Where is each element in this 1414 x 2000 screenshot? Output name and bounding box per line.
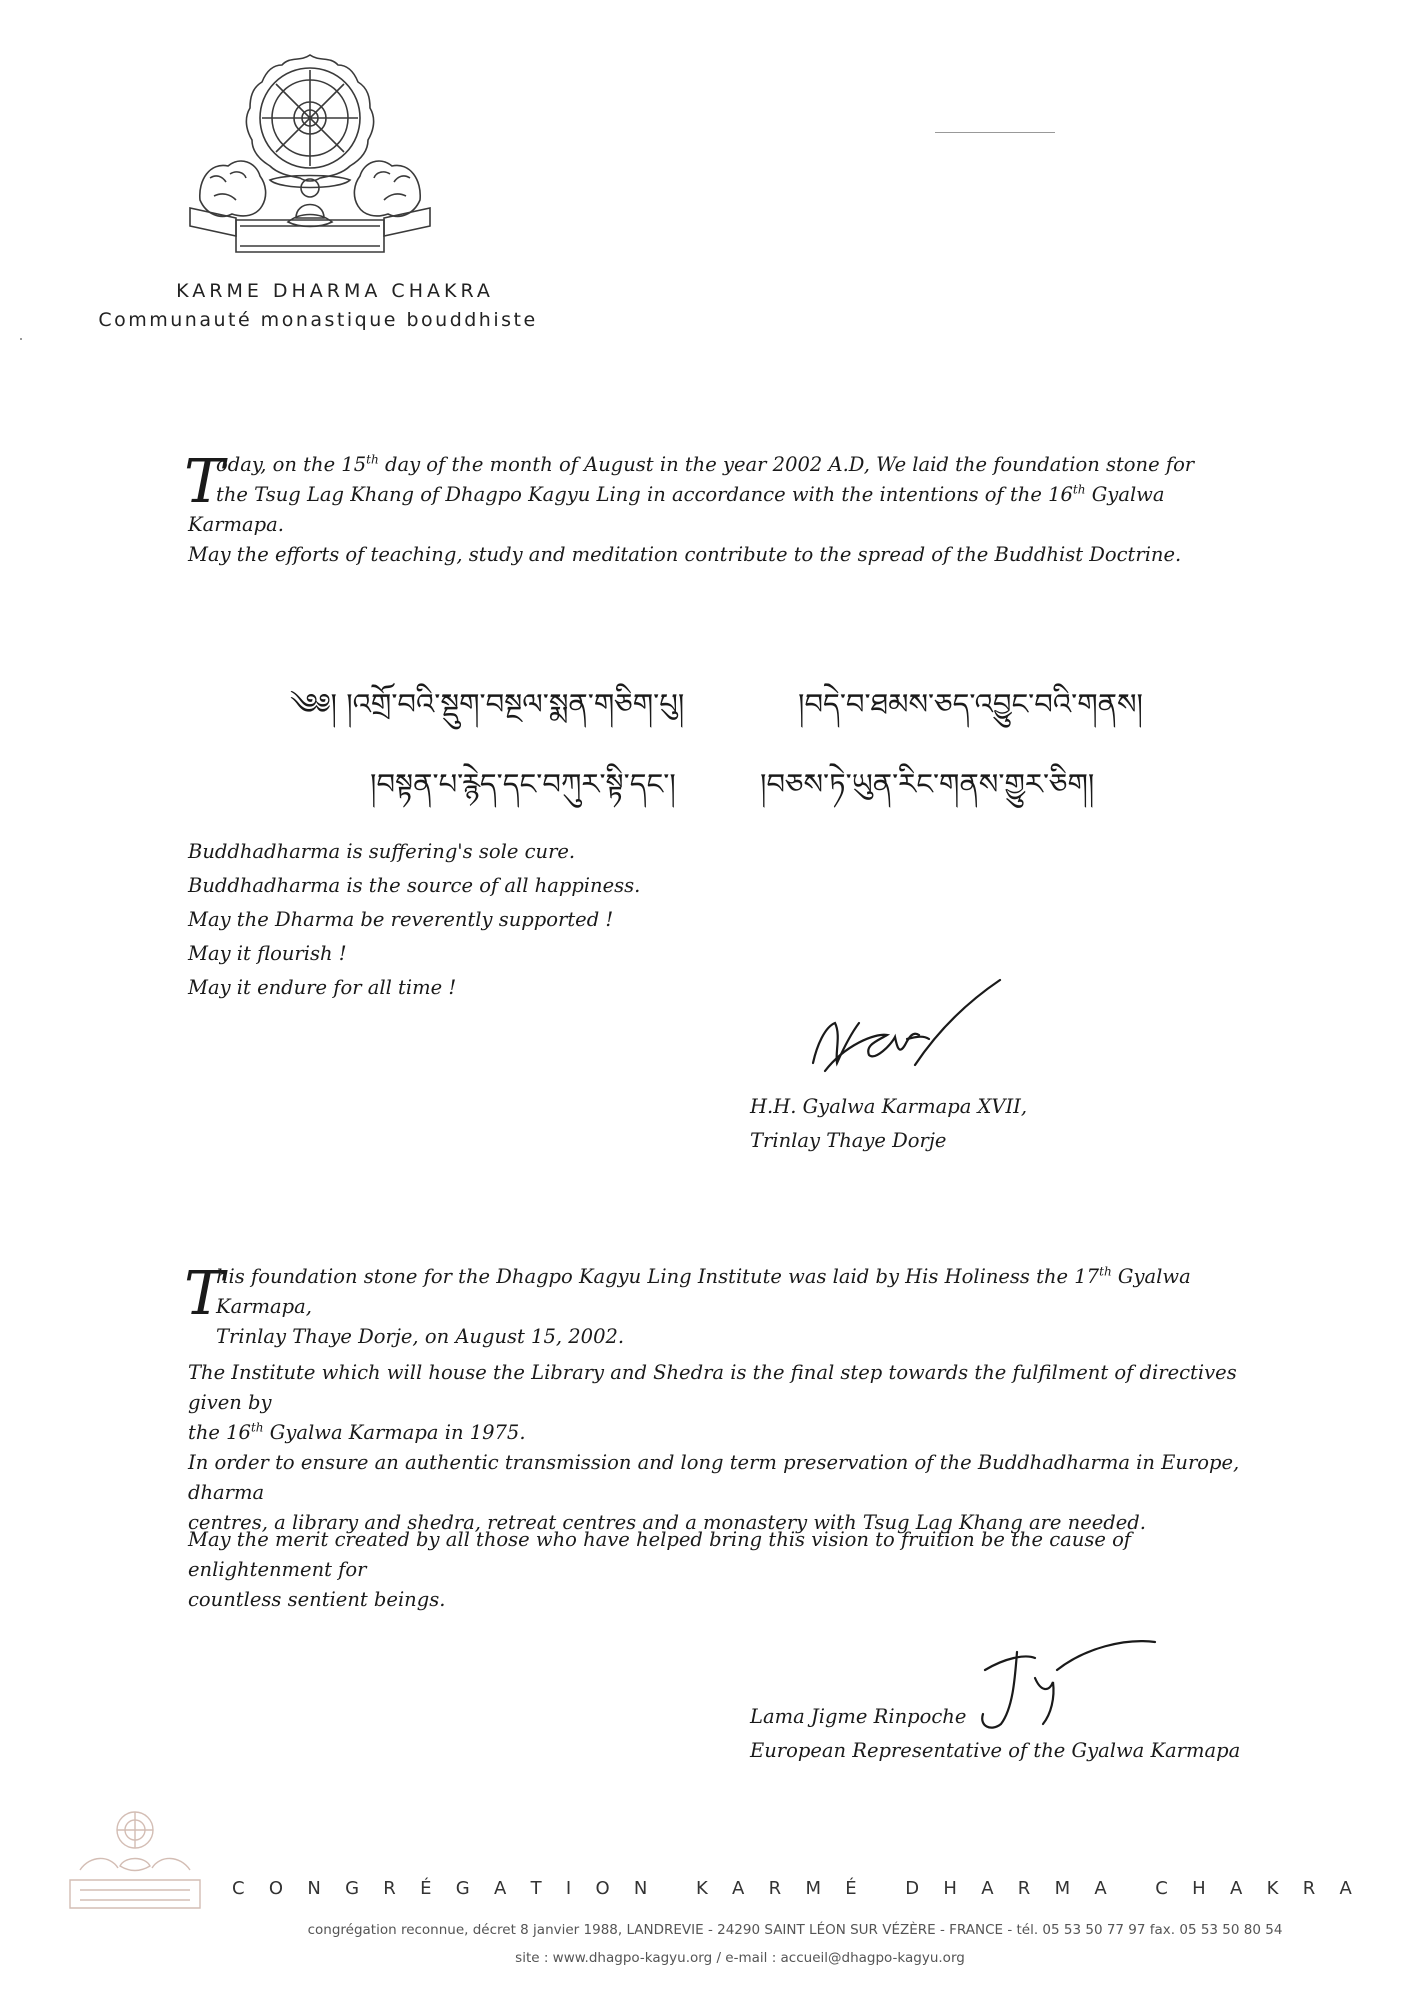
signatory-name: H.H. Gyalwa Karmapa XVII, [750,1095,1028,1118]
footer-letter: A [1094,1878,1107,1899]
footer-letter: O [595,1878,610,1899]
signatory-subname: Trinlay Thaye Dorje [750,1129,947,1152]
text-segment: oday, on the 15 [216,453,367,476]
footer-letter: C [232,1878,245,1899]
dropcap: T [184,447,225,517]
tibetan-line: །བསྟན་པ་རྙེད་དང་བཀུར་སྟི་དང་། [370,767,676,801]
superscript: th [250,1420,264,1435]
verse-line: Buddhadharma is suffering's sole cure. [188,840,576,863]
tibetan-line: ༄༅། །འགྲོ་བའི་སྡུག་བསྔལ་སྨན་གཅིག་པུ། [290,687,685,721]
footer-letter: C [1155,1878,1168,1899]
scan-mark [935,132,1055,133]
org-name: KARME DHARMA CHAKRA [176,280,494,302]
footer-letter: R [768,1878,782,1899]
footer-contact: site : www.dhagpo-kagyu.org / e-mail : accueil@dhagpo-kagyu.org [515,1950,965,1966]
footer-letter: A [493,1878,507,1899]
superscript: th [1099,1264,1112,1279]
verse-block [188,835,640,1005]
text-line: Trinlay Thaye Dorje, on August 15, 2002. [216,1325,625,1348]
footer-letter: M [1054,1878,1071,1899]
footer-letter: N [633,1878,648,1899]
footer-letter: T [530,1878,542,1899]
footer-letter: A [1229,1878,1243,1899]
footer-letter: A [1339,1878,1352,1899]
footer-letter: R [1302,1878,1316,1899]
footer-letter: O [268,1878,284,1899]
footer-letter: I [565,1878,572,1899]
karmapa-name-block [750,1090,1027,1158]
tibetan-line: །བཅས་ཏེ་ཡུན་རིང་གནས་གྱུར་ཅིག། [760,767,1095,801]
footer-letter: R [1017,1878,1031,1899]
text-segment: Gyalwa Karmapa in 1975. [263,1421,526,1444]
text-line [188,450,1268,480]
institute-paragraph [184,1259,1268,1352]
footer-congregation-name [232,1878,1352,1899]
karmapa-signature [795,975,1025,1090]
footer-letter: K [1266,1878,1279,1899]
footer-letter: N [307,1878,321,1899]
signatory-name: Lama Jigme Rinpoche [750,1705,967,1728]
footer-letter: M [805,1878,821,1899]
footer-letter: A [981,1878,994,1899]
text-segment: day of the month of August in the year 2002 A.D, We laid the foundation stone for [378,453,1195,476]
text-line [188,480,1268,510]
footer-letter: D [905,1878,920,1899]
text-segment: the 16 [188,1421,251,1444]
tibetan-line: །བདེ་བ་ཐམས་ཅད་འབྱུང་བའི་གནས། [798,687,1143,721]
scan-mark [20,338,22,340]
verse-line: May it endure for all time ! [188,976,457,999]
rinpoche-name-block [750,1700,1240,1768]
footer-letter: G [455,1878,470,1899]
footer-letter: H [943,1878,957,1899]
text-line [188,1262,1268,1322]
text-line: May the merit created by all those who have helped bring this vision to fruition be the cause of enlightenment for [188,1528,1132,1581]
text-segment: his foundation stone for the Dhagpo Kagyu Ling Institute was laid by His Holiness the 17 [216,1265,1100,1288]
text-line [188,1418,1268,1448]
text-segment: the Tsug Lag Khang of Dhagpo Kagyu Ling in accordance with the intentions of the 16 [216,483,1073,506]
footer-letter: K [695,1878,708,1899]
dedication-paragraph [184,447,1268,570]
superscript: th [366,452,379,467]
text-segment: Gyalwa [1085,483,1165,506]
text-segment: Gyalwa Karmapa, [216,1265,1191,1318]
verse-line: Buddhadharma is the source of all happiness. [188,874,641,897]
directives-paragraph [188,1358,1268,1538]
text-line: In order to ensure an authentic transmission and long term preservation of the Buddhadharma in Europe, dharma [188,1451,1240,1504]
text-line: countless sentient beings. [188,1588,446,1611]
signatory-title: European Representative of the Gyalwa Karmapa [750,1739,1241,1762]
footer-letter: A [732,1878,745,1899]
text-line: centres, a library and shedra, retreat centres and a monastery with Tsug Lag Khang are needed. [188,1511,1146,1534]
footer-letter: É [845,1878,857,1899]
dropcap: T [184,1259,225,1329]
text-line: Karmapa. [188,513,284,536]
verse-line: May the Dharma be reverently supported ! [188,908,614,931]
verse-line: May it flourish ! [188,942,347,965]
footer-letter: R [383,1878,396,1899]
text-line: May the efforts of teaching, study and meditation contribute to the spread of the Buddhist Doctrine. [188,543,1182,566]
monastery-logo [170,50,450,255]
footer-address: congrégation reconnue, décret 8 janvier 1988, LANDREVIE - 24290 SAINT LÉON SUR VÉZÈRE - FRANCE - tél. 05 53 50 77 97 fax. 05 53 50 80 54 [307,1922,1283,1938]
text-line: The Institute which will house the Library and Shedra is the final step towards the fulfilment of directives given by [188,1361,1237,1414]
footer-letter: É [420,1878,432,1899]
merit-paragraph [188,1525,1268,1615]
footer-letter: H [1192,1878,1206,1899]
congregation-seal [60,1800,210,1915]
org-subtitle: Communauté monastique bouddhiste [98,309,538,331]
superscript: th [1072,482,1086,497]
footer-letter: G [345,1878,360,1899]
